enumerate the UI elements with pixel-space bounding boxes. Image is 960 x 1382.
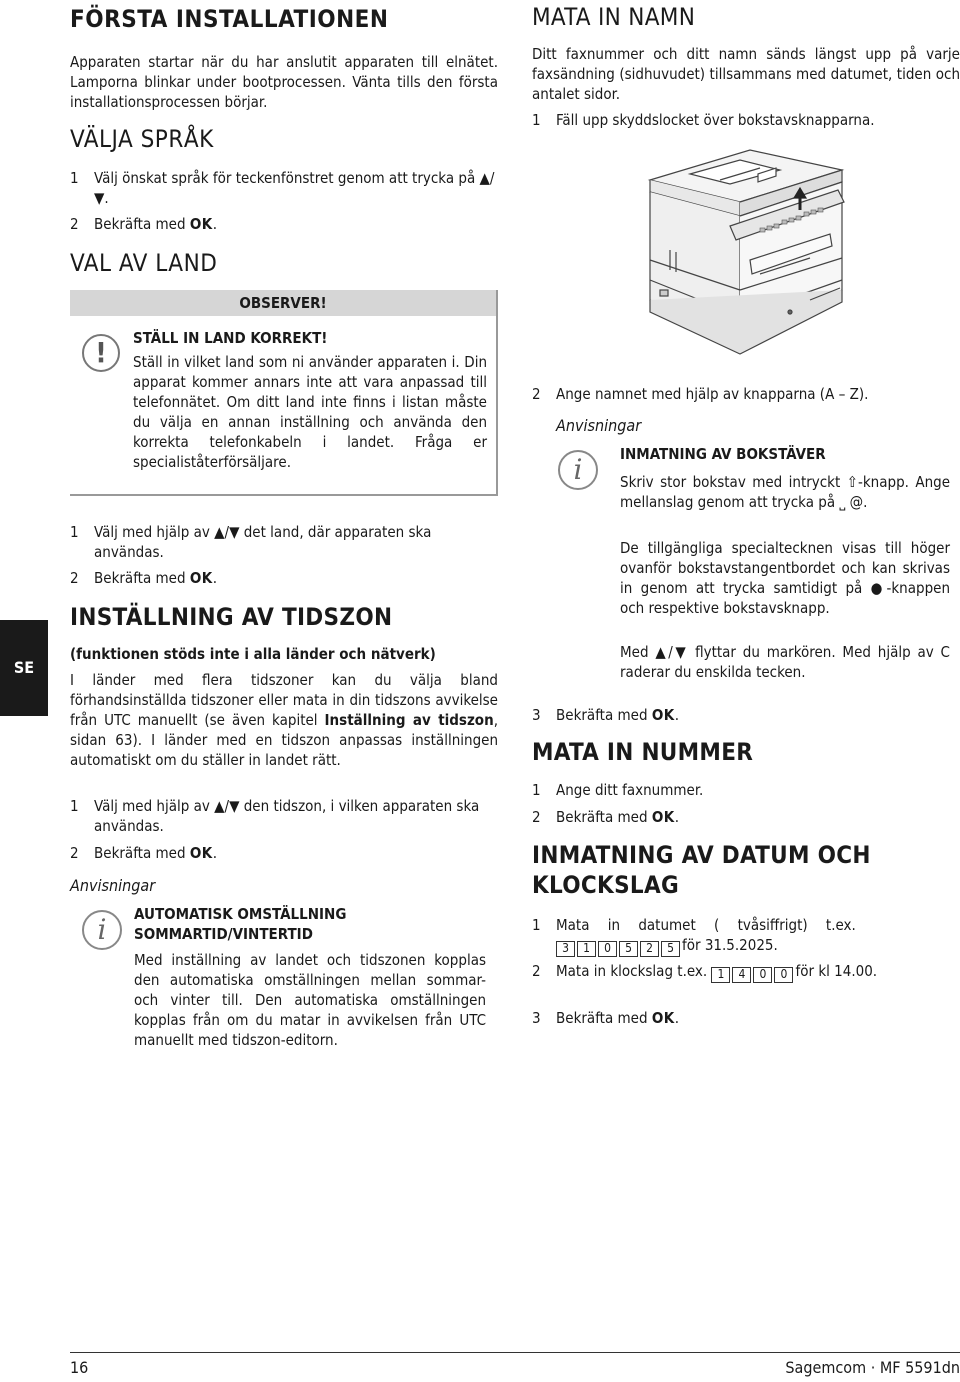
key-0: 0 — [774, 967, 793, 983]
country-step-1: 1 Välj med hjälp av ▲/▼ det land, där apparaten ska användas. — [70, 523, 432, 561]
key-0: 0 — [753, 967, 772, 983]
footer-rule — [70, 1352, 960, 1353]
number-step-2: 2 Bekräfta med OK. — [532, 808, 680, 826]
first-install-paragraph: Apparaten startar när du har anslutit apparaten till elnätet. Lamporna blinkar under bootprocessen. Vänta tills den första installationsprocessen börjar. — [70, 53, 498, 111]
product-name: Sagemcom · MF 5591dn — [785, 1358, 960, 1377]
fax-machine-illustration — [610, 140, 880, 376]
key-1: 1 — [711, 967, 730, 983]
timezone-subtitle: (funktionen stöds inte i alla länder och nätverk) — [70, 645, 436, 663]
right-note-title: INMATNING AV BOKSTÄVER — [620, 445, 826, 463]
country-step-2: 2 Bekräfta med OK. — [70, 569, 218, 587]
right-note-line-2: De tillgängliga specialtecknen visas till höger ovanför bokstavstangentbordet och kan skrivas in genom att trycka samtidigt på ●-knappen och respektive bokstavsknapp. — [620, 539, 950, 617]
heading-first-install: FÖRSTA INSTALLATIONEN — [70, 5, 389, 33]
language-tab: SE — [0, 620, 48, 716]
language-step-1: 1 Välj önskat språk för teckenfönstret genom att trycka på ▲/▼. — [70, 169, 495, 207]
warning-box — [70, 290, 498, 496]
heading-name: MATA IN NAMN — [532, 3, 696, 31]
exclamation-icon: ! — [82, 334, 120, 372]
key-3: 3 — [556, 941, 575, 957]
right-note-line-3: Med ▲/▼ flyttar du markören. Med hjälp av C raderar du enskilda tecken. — [620, 643, 950, 681]
date-keys — [556, 936, 682, 954]
heading-datetime: INMATNING AV DATUM OCH KLOCKSLAG — [532, 841, 871, 899]
heading-number: MATA IN NUMMER — [532, 738, 754, 766]
info-icon: i — [558, 450, 598, 490]
key-4: 4 — [732, 967, 751, 983]
name-step-3: 3 Bekräfta med OK. — [532, 706, 680, 724]
key-5: 5 — [619, 941, 638, 957]
number-step-1: 1 Ange ditt faxnummer. — [532, 781, 704, 799]
heading-timezone: INSTÄLLNING AV TIDSZON — [70, 603, 393, 631]
right-note-label: Anvisningar — [556, 416, 642, 435]
heading-language: VÄLJA SPRÅK — [70, 125, 214, 153]
timezone-step-1: 1 Välj med hjälp av ▲/▼ den tidszon, i vilken apparaten ska användas. — [70, 797, 480, 835]
warning-text: Ställ in vilket land som ni använder apparaten i. Din apparat kommer annars inte att vara anpassad till telefonnätet. Om ditt land inte finns i listan måste du välja en annan inställning och använda den korrekta telefonkabeln i landet. Fråga er specialiståterförsäljare. — [133, 353, 487, 471]
datetime-step-2: 2 Mata in klockslag t.ex. 1 4 0 0 för kl 14.00. — [532, 962, 878, 981]
key-0: 0 — [598, 941, 617, 957]
warning-title: STÄLL IN LAND KORREKT! — [133, 329, 328, 347]
right-note-line-1: Skriv stor bokstav med intryckt ⇧-knapp. Ange mellanslag genom att trycka på ⎵ @. — [620, 473, 950, 511]
name-paragraph: Ditt faxnummer och ditt namn sänds längst upp på varje faxsändning (sidhuvudet) tillsammans med datumet, tiden och antalet sidor. — [532, 45, 960, 103]
page-number: 16 — [70, 1358, 89, 1377]
name-step-2: 2 Ange namnet med hjälp av knapparna (A – Z). — [532, 385, 869, 403]
note-title: AUTOMATISK OMSTÄLLNING SOMMARTID/VINTERTID — [134, 905, 347, 943]
time-keys — [711, 962, 795, 980]
datetime-step-3: 3 Bekräfta med OK. — [532, 1009, 680, 1027]
note-text: Med inställning av landet och tidszonen kopplas den automatiska omställningen mellan sommar- och vinter till. Den automatiska omställningen kopplas från om du matar in avvikelsen från UTC manuellt med tidszon-editorn. — [134, 951, 486, 1049]
key-2: 2 — [640, 941, 659, 957]
language-step-2: 2 Bekräfta med OK. — [70, 215, 218, 233]
heading-country: VAL AV LAND — [70, 249, 218, 277]
key-5: 5 — [661, 941, 680, 957]
key-1: 1 — [577, 941, 596, 957]
timezone-step-2: 2 Bekräfta med OK. — [70, 844, 218, 862]
note-label: Anvisningar — [70, 876, 156, 895]
datetime-step-1: 1 Mata in datumet ( tvåsiffrigt) t.ex. 3 1 0 5 2 5 för 31.5.2025. — [532, 916, 856, 955]
name-step-1: 1 Fäll upp skyddslocket över bokstavsknapparna. — [532, 111, 875, 129]
timezone-paragraph: I länder med flera tidszoner kan du välja bland förhandsinställda tidszoner eller mata in din tidszons avvikelse från UTC manuellt (se även kapitel Inställning av tidszon, sidan 63). I länder med en tidszon anpassas inställningen automatiskt om du ställer in landet rätt. — [70, 671, 498, 769]
warning-header: OBSERVER! — [70, 290, 496, 316]
info-icon: i — [82, 910, 122, 950]
